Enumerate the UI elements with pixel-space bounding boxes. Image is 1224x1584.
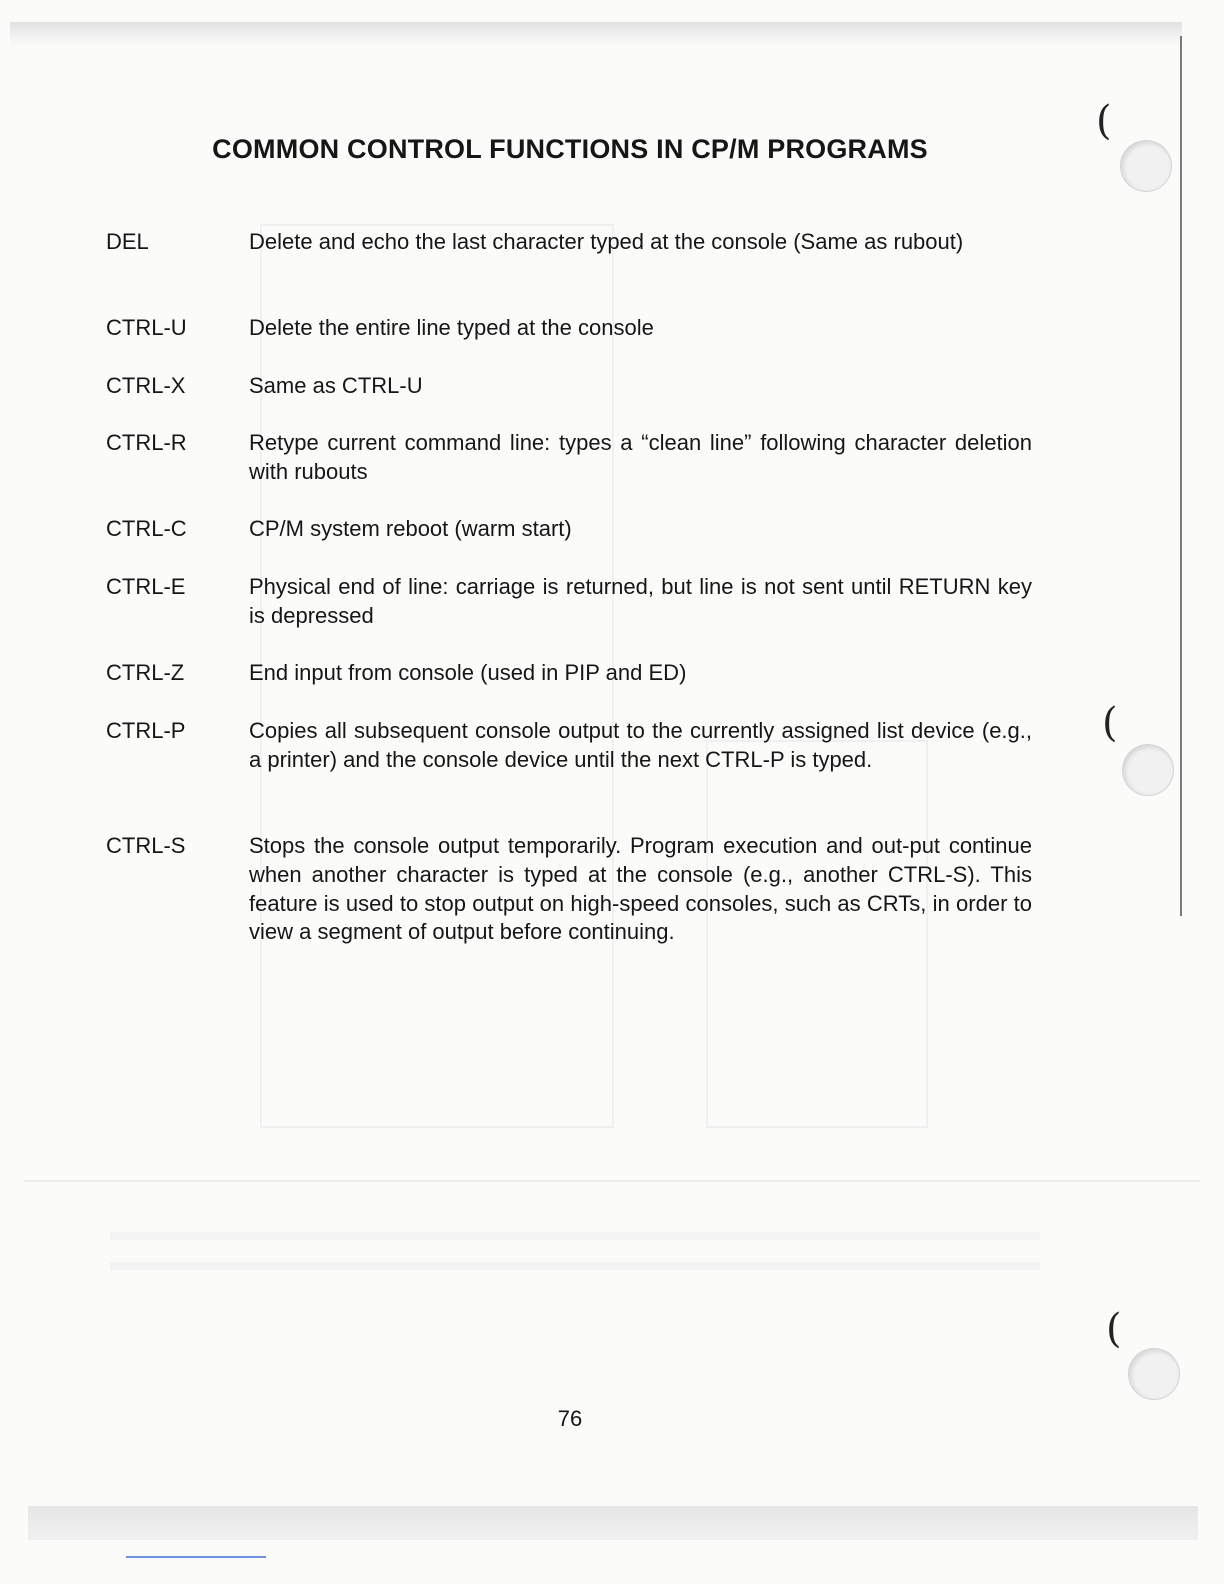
binder-hole-icon [1128,1348,1180,1400]
control-key: CTRL-Z [106,660,185,685]
binder-ring-icon: ( [1096,98,1112,144]
binder-ring-icon: ( [1106,1306,1122,1352]
page-top-edge [10,22,1182,46]
control-key: CTRL-P [106,718,186,743]
binder-hole-icon [1120,140,1172,192]
control-key: CTRL-E [106,574,186,599]
control-key: CTRL-R [106,430,187,455]
binder-hole-icon [1122,744,1174,796]
control-key: CTRL-U [106,315,187,340]
page-title: COMMON CONTROL FUNCTIONS IN CP/M PROGRAMS [212,134,928,164]
show-through-text [110,1222,1040,1286]
page-right-edge [1180,36,1182,916]
control-description: Delete and echo the last character typed at the console (Same as rubout) [249,229,964,254]
control-description: Same as CTRL-U [249,373,423,398]
control-description: End input from console (used in PIP and ED) [249,660,687,685]
control-description: Delete the entire line typed at the console [249,315,654,340]
control-description: Copies all subsequent console output to the currently assigned list device (e.g., a printer) and the console device until the next CTRL-P is typed. [249,718,1032,772]
page-bottom-edge [28,1506,1198,1540]
scan-underline [126,1556,266,1558]
control-key: CTRL-X [106,373,186,398]
binder-ring-icon: ( [1102,700,1118,746]
control-description: Stops the console output temporarily. Program execution and out-put continue when another character is typed at the console (e.g., another CTRL-S). This feature is used to stop output on high-speed consoles, such as CRTs, in order to view a segment of output before continuing. [249,833,1032,945]
control-description: Physical end of line: carriage is returned, but line is not sent until RETURN key is depressed [249,574,1032,628]
control-description: Retype current command line: types a “clean line” following character deletion with rubouts [249,430,1032,484]
control-key: DEL [106,229,149,254]
page-number: 76 [557,1406,583,1431]
page-fold-line [24,1180,1200,1182]
control-key: CTRL-C [106,516,187,541]
control-key: CTRL-S [106,833,186,858]
control-description: CP/M system reboot (warm start) [249,516,572,541]
